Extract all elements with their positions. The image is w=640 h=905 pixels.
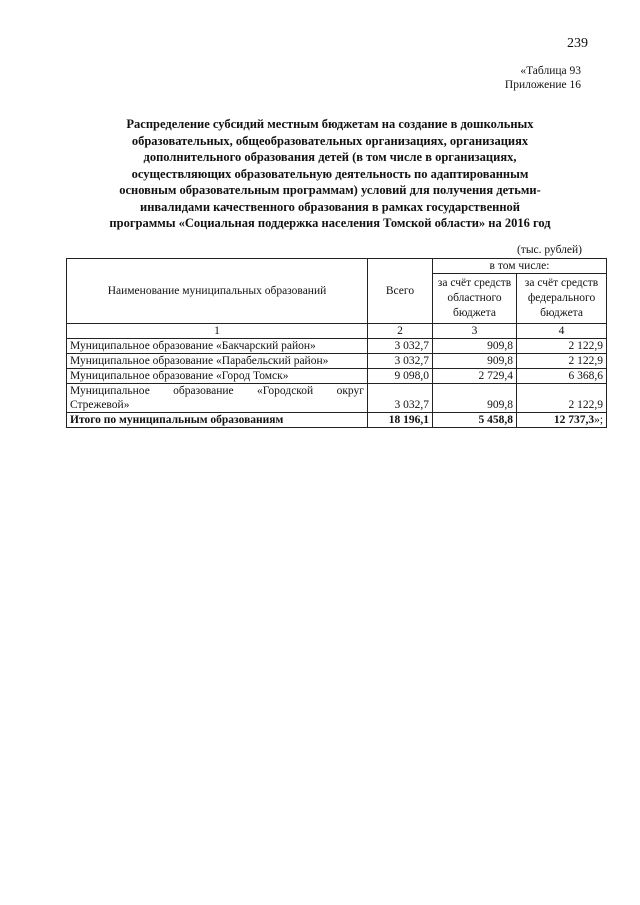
column-number: 2	[368, 324, 433, 339]
table-row	[67, 339, 607, 354]
title-line: дополнительного образования детей (в том числе в организациях,	[143, 150, 517, 164]
title-line: программы «Социальная поддержка населения Томской области» на 2016 год	[109, 216, 551, 230]
title-line: Распределение субсидий местным бюджетам на создание в дошкольных	[126, 117, 534, 131]
appendix-number: Приложение 16	[504, 79, 581, 91]
title-line: основным образовательным программам) условий для получения детьми-	[119, 183, 541, 197]
federal-value: 2 122,9	[517, 354, 607, 369]
header-federal: за счёт средств федерального бюджета	[517, 274, 607, 324]
federal-value: 6 368,6	[517, 369, 607, 384]
federal-value: 2 122,9	[517, 384, 607, 413]
document-title	[60, 116, 600, 232]
municipality-name: Муниципальное образование «Бакчарский район»	[67, 339, 368, 354]
table-number: «Таблица 93	[520, 65, 581, 77]
regional-value: 909,8	[433, 384, 517, 413]
table-reference	[440, 64, 581, 92]
total-value: 3 032,7	[368, 354, 433, 369]
column-number: 1	[67, 324, 368, 339]
total-row	[67, 413, 607, 428]
total-value: 3 032,7	[368, 384, 433, 413]
header-total: Всего	[368, 259, 433, 324]
page-number: 239	[567, 36, 588, 51]
federal-value: 2 122,9	[517, 339, 607, 354]
header-row	[67, 259, 607, 274]
regional-value: 909,8	[433, 354, 517, 369]
grand-federal-number: 12 737,3	[553, 414, 595, 426]
units-note: (тыс. рублей)	[516, 244, 582, 256]
municipality-name: Муниципальное образование «Городской округ Стрежевой»	[67, 384, 368, 413]
column-number: 4	[517, 324, 607, 339]
grand-regional-value: 5 458,8	[433, 413, 517, 428]
total-value: 3 032,7	[368, 339, 433, 354]
header-including: в том числе:	[433, 259, 607, 274]
total-label: Итого по муниципальным образованиям	[67, 413, 368, 428]
title-line: осуществляющих образовательную деятельность по адаптированным	[131, 166, 529, 181]
title-line: образовательных, общеобразовательных организациях, организациях	[131, 133, 529, 148]
total-value: 9 098,0	[368, 369, 433, 384]
table-row	[67, 354, 607, 369]
grand-federal-value	[517, 413, 607, 428]
regional-value: 909,8	[433, 339, 517, 354]
municipality-name: Муниципальное образование «Парабельский район»	[67, 354, 368, 369]
header-name: Наименование муниципальных образований	[67, 259, 368, 324]
header-regional: за счёт средств областного бюджета	[433, 274, 517, 324]
grand-total-value: 18 196,1	[368, 413, 433, 428]
closing-quote: »;	[594, 414, 604, 426]
table-row	[67, 384, 607, 413]
subsidy-table	[66, 258, 607, 428]
table-row	[67, 369, 607, 384]
column-numbers-row	[67, 324, 607, 339]
title-line: инвалидами качественного образования в рамках государственной	[140, 199, 520, 214]
regional-value: 2 729,4	[433, 369, 517, 384]
municipality-name: Муниципальное образование «Город Томск»	[67, 369, 368, 384]
column-number: 3	[433, 324, 517, 339]
